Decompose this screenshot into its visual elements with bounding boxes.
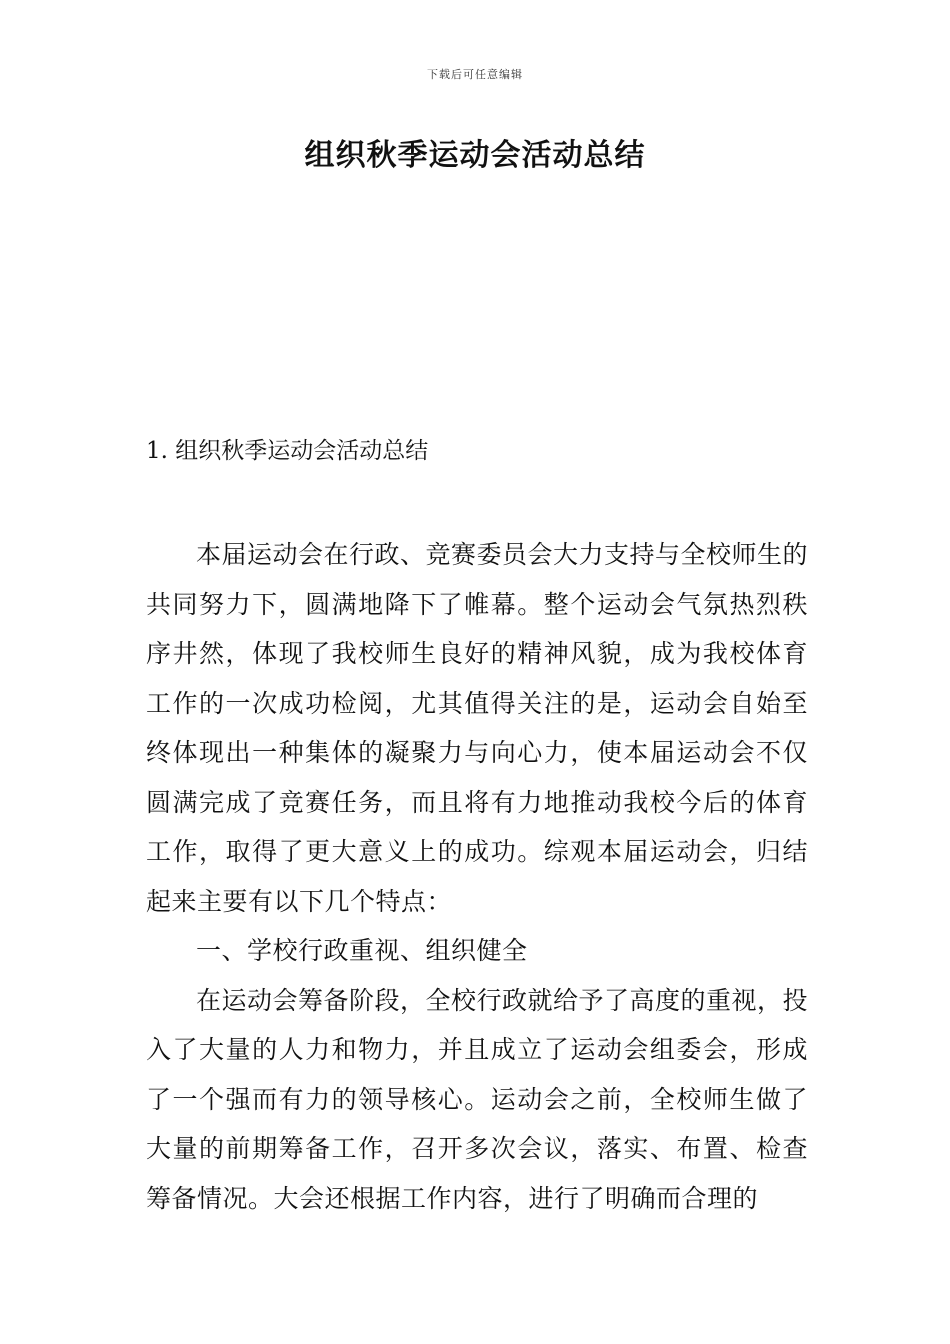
- document-body: [146, 530, 808, 1223]
- section-heading: 1. 组织秋季运动会活动总结: [146, 438, 429, 464]
- header-note: 下载后可任意编辑: [427, 68, 523, 81]
- paragraph-intro: 本届运动会在行政、竞赛委员会大力支持与全校师生的共同努力下，圆满地降下了帷幕。整个运动会气氛热烈秩序井然，体现了我校师生良好的精神风貌，成为我校体育工作的一次成功检阅，尤其值得关注的是，运动会自始至终体现出一种集体的凝聚力与向心力，使本届运动会不仅圆满完成了竞赛任务，而且将有力地推动我校今后的体育工作，取得了更大意义上的成功。综观本届运动会，归结起来主要有以下几个特点：: [146, 540, 809, 916]
- document-title: 组织秋季运动会活动总结: [304, 138, 646, 173]
- paragraph-preparation: 在运动会筹备阶段，全校行政就给予了高度的重视，投入了大量的人力和物力，并且成立了运动会组委会，形成了一个强而有力的领导核心。运动会之前，全校师生做了大量的前期筹备工作，召开多次会议，落实、布置、检查筹备情况。大会还根据工作内容，进行了明确而合理的: [146, 985, 809, 1213]
- subheading-organization: 一、学校行政重视、组织健全: [196, 936, 528, 965]
